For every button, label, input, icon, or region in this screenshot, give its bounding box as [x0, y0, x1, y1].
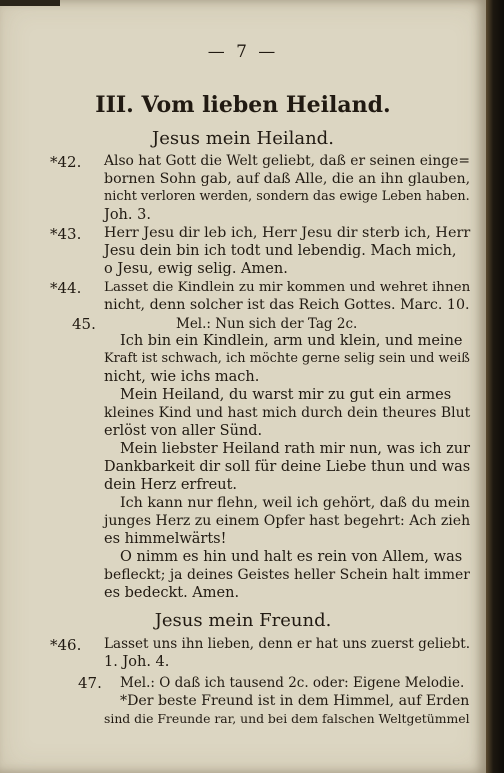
entry-number: *46.: [50, 636, 82, 654]
melody-line: Mel.: Nun sich der Tag 2c.: [176, 316, 358, 332]
entry-number: 45.: [72, 315, 96, 333]
text-line: O nimm es hin und halt es rein von Allem, was: [120, 549, 463, 565]
text-line: 1. Joh. 4.: [104, 654, 170, 670]
text-line: Dankbarkeit dir soll für deine Liebe thun und was: [104, 459, 471, 475]
entry-number: *44.: [50, 279, 82, 297]
melody-line: Mel.: O daß ich tausend 2c. oder: Eigene Melodie.: [120, 675, 465, 691]
text-line: es himmelwärts!: [104, 531, 227, 547]
page-edge: [486, 0, 504, 773]
text-line: nicht, denn solcher ist das Reich Gottes. Marc. 10.: [104, 297, 470, 313]
chapter-title: III. Vom lieben Heiland.: [95, 92, 391, 118]
text-line: befleckt; ja deines Geistes heller Schein halt immer: [104, 567, 470, 583]
text-line: Also hat Gott die Welt geliebt, daß er seinen einge=: [104, 153, 470, 169]
text-line: Ich kann nur flehn, weil ich gehört, daß du mein: [120, 495, 470, 511]
text-line: nicht verloren werden, sondern das ewige Leben haben.: [104, 189, 470, 204]
text-line: es bedeckt. Amen.: [104, 585, 240, 601]
text-line: Lasset die Kindlein zu mir kommen und wehret ihnen: [104, 279, 471, 295]
text-line: dein Herz erfreut.: [104, 477, 238, 493]
text-line: Jesu dein bin ich todt und lebendig. Mach mich,: [104, 243, 457, 259]
text-line: bornen Sohn gab, auf daß Alle, die an ihn glauben,: [104, 171, 471, 187]
entry-number: *42.: [50, 153, 82, 171]
text-line: Mein liebster Heiland rath mir nun, was ich zur: [120, 441, 471, 457]
text-line: o Jesu, ewig selig. Amen.: [104, 261, 288, 277]
text-line: nicht, wie ichs mach.: [104, 369, 260, 385]
text-line: Mein Heiland, du warst mir zu gut ein armes: [120, 387, 452, 403]
text-line: erlöst von aller Sünd.: [104, 423, 263, 439]
page-number: — 7 —: [207, 42, 279, 62]
text-line: junges Herz zu einem Opfer hast begehrt: Ach zieh: [104, 513, 471, 529]
entry-number: 47.: [78, 674, 102, 692]
text-line: Joh. 3.: [104, 207, 151, 223]
text-line: kleines Kind und hast mich durch dein theures Blut: [104, 405, 471, 421]
text-line: sind die Freunde rar, und bei dem falschen Weltgetümmel: [104, 711, 470, 726]
text-line: Kraft ist schwach, ich möchte gerne selig sein und weiß: [104, 351, 470, 366]
text-line: Herr Jesu dir leb ich, Herr Jesu dir sterb ich, Herr: [104, 225, 471, 241]
text-line: Lasset uns ihn lieben, denn er hat uns zuerst geliebt.: [104, 636, 471, 652]
section-title-freund: Jesus mein Freund.: [154, 610, 332, 631]
section-title-heiland: Jesus mein Heiland.: [152, 128, 334, 149]
text-line: *Der beste Freund ist in dem Himmel, auf Erden: [120, 693, 470, 709]
entry-number: *43.: [50, 225, 82, 243]
text-line: Ich bin ein Kindlein, arm und klein, und meine: [120, 333, 463, 349]
